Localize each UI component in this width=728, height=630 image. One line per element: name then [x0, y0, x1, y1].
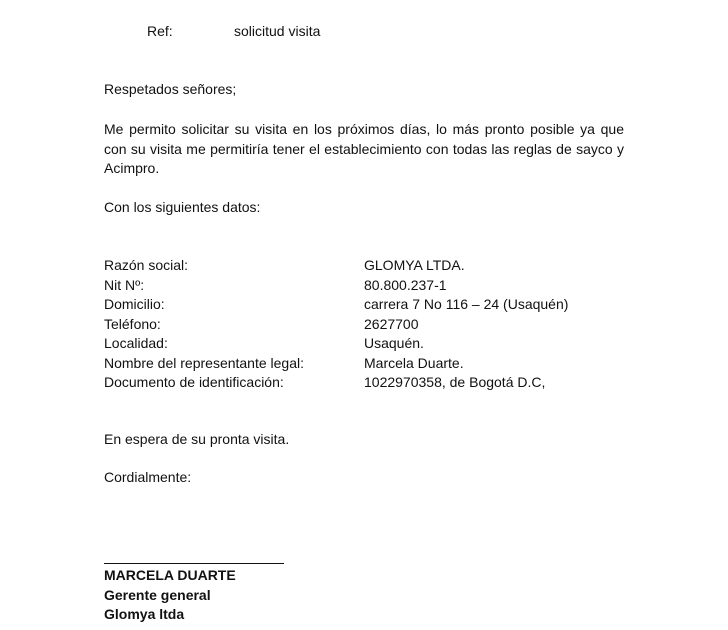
- data-intro: Con los siguientes datos:: [104, 199, 261, 215]
- detail-label: Localidad:: [104, 335, 168, 351]
- detail-row: [104, 315, 624, 335]
- detail-row: [104, 354, 624, 374]
- detail-value: 80.800.237-1: [364, 276, 447, 293]
- detail-value: Marcela Duarte.: [364, 354, 464, 371]
- detail-label: Razón social:: [104, 257, 189, 273]
- detail-label: Documento de identificación:: [104, 374, 284, 390]
- detail-row: [104, 295, 624, 315]
- detail-value: Usaquén.: [364, 335, 424, 351]
- signature-company: Glomya ltda: [104, 606, 185, 622]
- details-table: [104, 256, 624, 393]
- detail-value: carrera 7 No 116 – 24 (Usaquén): [364, 296, 569, 312]
- detail-row: [104, 334, 624, 354]
- detail-label: Domicilio:: [104, 296, 165, 312]
- detail-value: 1022970358, de Bogotá D.C,: [364, 374, 546, 390]
- signature-line: [104, 563, 284, 564]
- detail-row: [104, 256, 624, 276]
- detail-row: [104, 373, 624, 393]
- detail-value: 2627700: [364, 315, 419, 332]
- detail-label: Teléfono:: [104, 315, 161, 332]
- signature-role: Gerente general: [104, 587, 211, 603]
- detail-label: Nit Nº:: [104, 276, 145, 293]
- intro-paragraph: Me permito solicitar su visita en los próximos días, lo más pronto posible ya que con su visita me permitiría tener el establecimiento con todas las reglas de sayco y Acimpro.: [104, 121, 624, 176]
- regards-line: Cordialmente:: [104, 469, 192, 485]
- ref-label: Ref:: [147, 23, 173, 39]
- closing-line: En espera de su pronta visita.: [104, 431, 290, 447]
- signature-name: MARCELA DUARTE: [104, 567, 236, 583]
- detail-label: Nombre del representante legal:: [104, 354, 305, 371]
- salutation: Respetados señores;: [104, 81, 237, 97]
- detail-row: [104, 276, 624, 296]
- detail-value: GLOMYA LTDA.: [364, 257, 465, 273]
- ref-value: solicitud visita: [234, 23, 321, 39]
